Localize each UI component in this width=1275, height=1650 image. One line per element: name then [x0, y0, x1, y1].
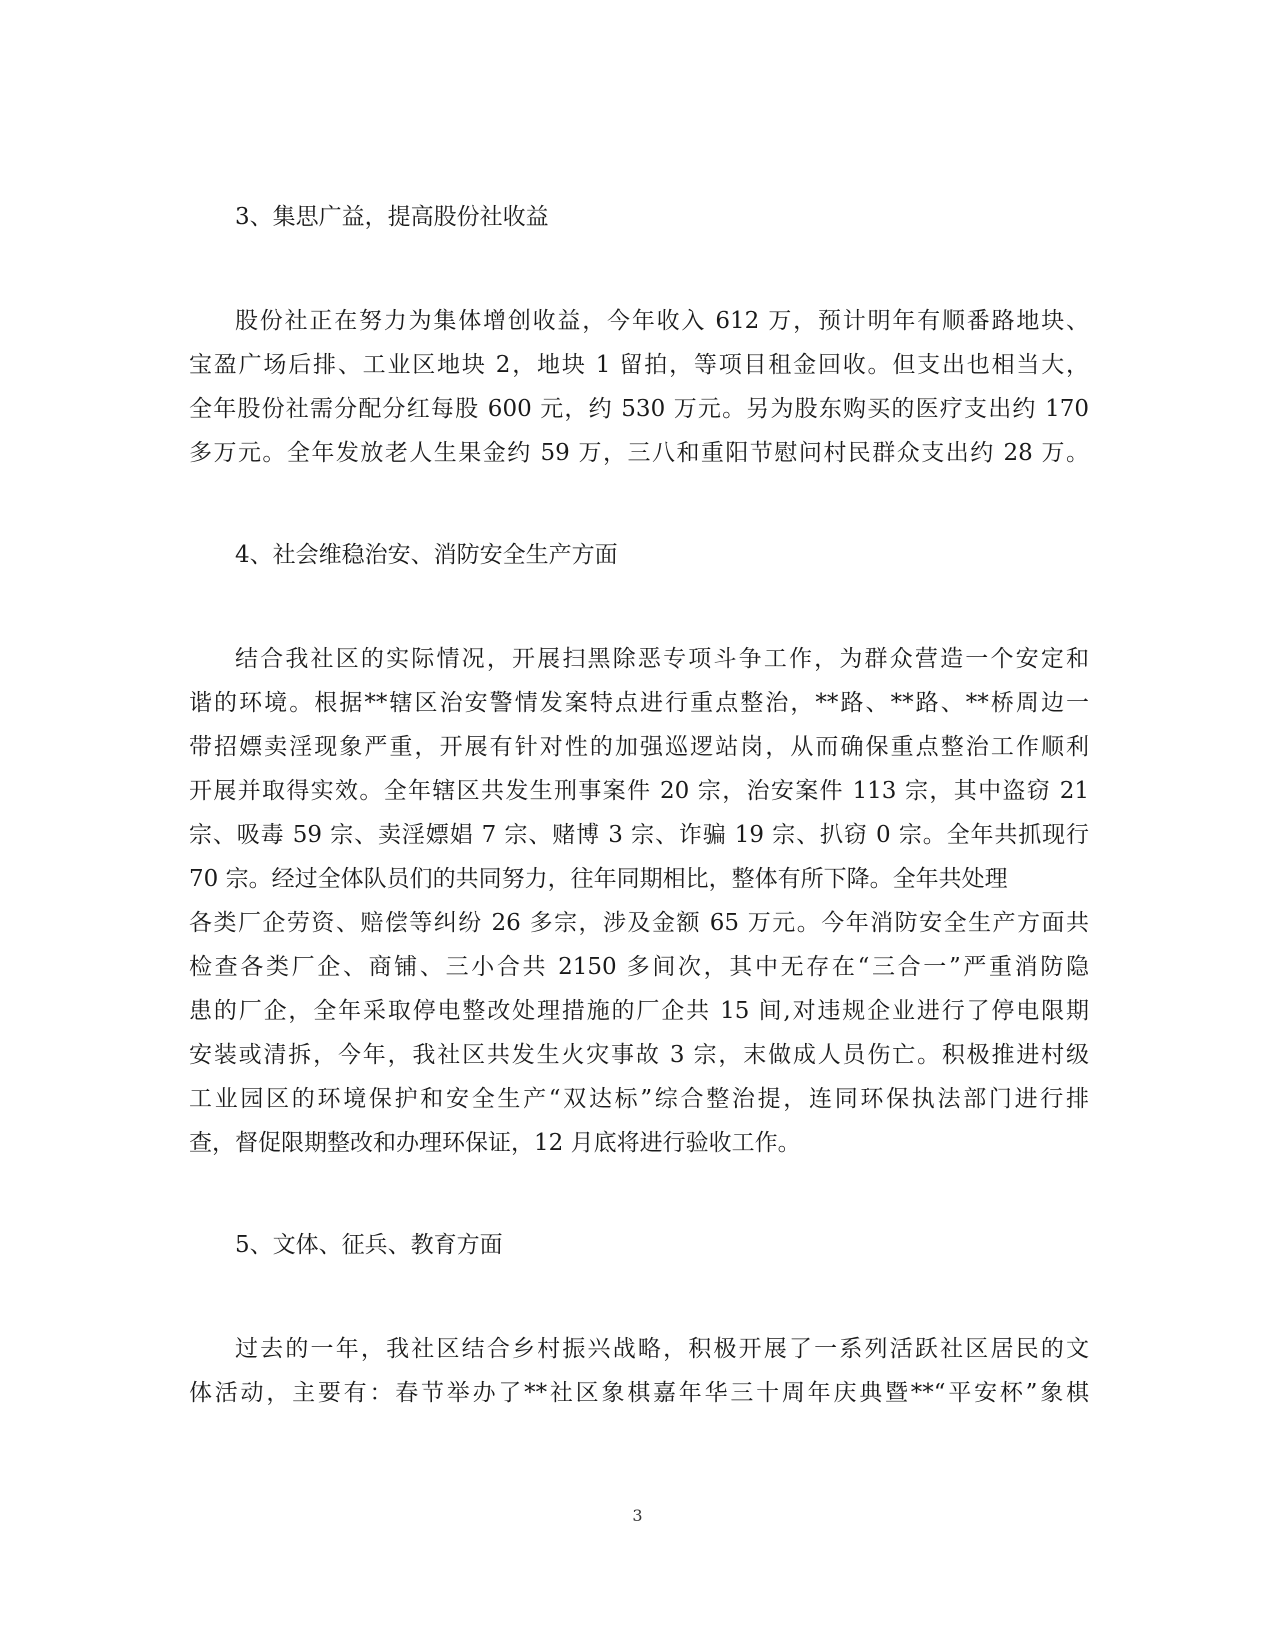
- paragraph-line: 体活动，主要有：春节举办了**社区象棋嘉年华三十周年庆典暨**“平安杯”象棋: [189, 1380, 1089, 1406]
- paragraph-line: 过去的一年，我社区结合乡村振兴战略，积极开展了一系列活跃社区居民的文: [235, 1336, 1089, 1362]
- paragraph-line: 宗、吸毒 59 宗、卖淫嫖娼 7 宗、赌博 3 宗、诈骗 19 宗、扒窃 0 宗。全年共抓现行: [189, 822, 1089, 848]
- paragraph-line: 带招嫖卖淫现象严重，开展有针对性的加强巡逻站岗，从而确保重点整治工作顺利: [189, 734, 1089, 760]
- section-heading-5: 5、文体、征兵、教育方面: [235, 1232, 503, 1258]
- paragraph-line: 股份社正在努力为集体增创收益，今年收入 612 万，预计明年有顺番路地块、: [235, 308, 1089, 334]
- section-paragraph-4: [189, 637, 1089, 1165]
- paragraph-line: 谐的环境。根据**辖区治安警情发案特点进行重点整治，**路、**路、**桥周边一: [189, 690, 1089, 716]
- section-paragraph-5: [189, 1327, 1089, 1415]
- paragraph-line: 患的厂企，全年采取停电整改处理措施的厂企共 15 间,对违规企业进行了停电限期: [189, 998, 1089, 1024]
- paragraph-line: 查，督促限期整改和办理环保证，12 月底将进行验收工作。: [189, 1130, 801, 1156]
- paragraph-line: 全年股份社需分配分红每股 600 元，约 530 万元。另为股东购买的医疗支出约 170: [189, 396, 1089, 422]
- paragraph-line: 多万元。全年发放老人生果金约 59 万，三八和重阳节慰问村民群众支出约 28 万。: [189, 440, 1089, 466]
- paragraph-line: 检查各类厂企、商铺、三小合共 2150 多间次，其中无存在“三合一”严重消防隐: [189, 954, 1089, 980]
- paragraph-line: 70 宗。经过全体队员们的共同努力，往年同期相比，整体有所下降。全年共处理: [189, 866, 1008, 892]
- paragraph-line: 安装或清拆，今年，我社区共发生火灾事故 3 宗，末做成人员伤亡。积极推进村级: [189, 1042, 1089, 1068]
- section-paragraph-3: [189, 299, 1089, 475]
- paragraph-line: 宝盈广场后排、工业区地块 2，地块 1 留拍，等项目租金回收。但支出也相当大，: [189, 352, 1089, 378]
- section-heading-4: 4、社会维稳治安、消防安全生产方面: [235, 542, 618, 568]
- document-body: [189, 195, 1089, 1415]
- paragraph-line: 工业园区的环境保护和安全生产“双达标”综合整治提，连同环保执法部门进行排: [189, 1086, 1089, 1112]
- section-heading-3: 3、集思广益，提高股份社收益: [235, 204, 549, 230]
- paragraph-line: 结合我社区的实际情况，开展扫黑除恶专项斗争工作，为群众营造一个安定和: [235, 646, 1089, 672]
- page-number: 3: [632, 1506, 643, 1525]
- paragraph-line: 各类厂企劳资、赔偿等纠纷 26 多宗，涉及金额 65 万元。今年消防安全生产方面共: [189, 910, 1089, 936]
- paragraph-line: 开展并取得实效。全年辖区共发生刑事案件 20 宗，治安案件 113 宗，其中盗窃 21: [189, 778, 1089, 804]
